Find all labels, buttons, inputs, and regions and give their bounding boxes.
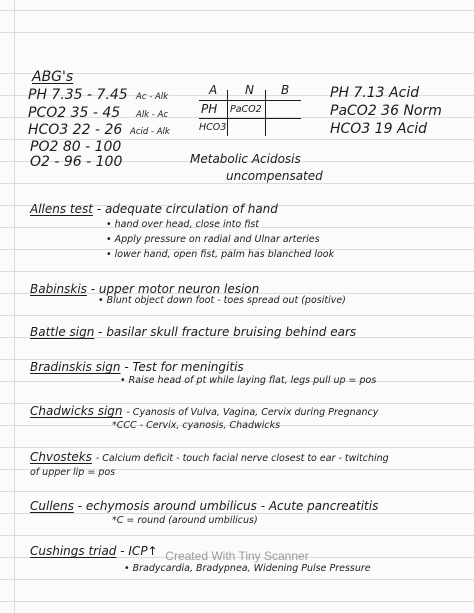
note-heading-term: Cushings triad <box>30 544 117 558</box>
note-heading-term: Chvosteks <box>30 450 92 464</box>
note-heading <box>30 500 378 512</box>
note-heading <box>30 361 244 373</box>
abg-po2-range: PO2 80 - 100 <box>30 139 122 155</box>
abg-hco3-range: HCO3 22 - 26 <box>28 122 123 138</box>
abg-ph-range: PH 7.35 - 7.45 <box>28 87 128 103</box>
grid-col-b: B <box>281 83 290 97</box>
note-heading-term: Bradinskis sign <box>30 360 121 374</box>
note-bullet: • Raise head of pt while laying flat, legs pull up = pos <box>120 375 377 386</box>
note-heading-term: Chadwicks sign <box>30 404 123 418</box>
note-bullet: • lower hand, open fist, palm has blanched look <box>106 249 335 260</box>
note-heading-term: Cullens <box>30 499 74 513</box>
grid-row-hco3: HCO3 <box>199 122 227 133</box>
abgs-title: ABG's <box>32 69 74 85</box>
abg-pco2-note: Alk - Ac <box>136 110 169 120</box>
note-bullet: • Blunt object down foot - toes spread out (positive) <box>98 295 346 306</box>
note-heading <box>30 405 378 418</box>
note-text: - Test for meningitis <box>124 360 244 374</box>
note-bullet: • Bradycardia, Bradypnea, Widening Pulse Pressure <box>124 563 371 574</box>
note-heading-term: Allens test <box>30 202 93 216</box>
abg-pco2-range: PCO2 35 - 45 <box>28 105 121 121</box>
grid-divider <box>265 90 266 136</box>
note-text: - Cyanosis of Vulva, Vagina, Cervix during Pregnancy <box>126 407 379 418</box>
note-heading-term: Babinskis <box>30 282 87 296</box>
grid-cell-paco2: PaCO2 <box>230 104 262 115</box>
grid-divider <box>199 100 301 101</box>
abg-ph-note: Ac - Alk <box>136 92 169 102</box>
note-text: - echymosis around umbilicus - Acute pancreatitis <box>77 499 379 513</box>
grid-divider <box>227 90 228 136</box>
note-bullet: *CCC - Cervix, cyanosis, Chadwicks <box>112 420 281 431</box>
grid-col-n: N <box>245 83 254 97</box>
note-bullet: • hand over head, close into fist <box>106 219 260 230</box>
grid-row-ph: PH <box>201 102 218 116</box>
note-heading <box>30 203 278 215</box>
note-heading-term: Battle sign <box>30 325 95 339</box>
abg-hco3-note: Acid - Alk <box>130 127 170 137</box>
abg-o2-range: O2 - 96 - 100 <box>30 154 123 170</box>
note-text: - upper motor neuron lesion <box>90 282 260 296</box>
abg-grid <box>195 84 305 138</box>
note-heading <box>30 326 356 338</box>
example-paco2: PaCO2 36 Norm <box>330 103 442 119</box>
grid-divider <box>199 118 301 119</box>
note-heading <box>30 283 259 295</box>
note-text: - Calcium deficit - touch facial nerve closest to ear - twitching <box>95 453 389 464</box>
note-text: - ICP↑ <box>120 544 158 558</box>
grid-col-a: A <box>209 83 218 97</box>
scanner-watermark: Created With Tiny Scanner <box>165 549 309 563</box>
note-text: - basilar skull fracture bruising behind ears <box>98 325 357 339</box>
example-result-line2: uncompensated <box>226 169 323 183</box>
note-bullet: • Apply pressure on radial and Ulnar arteries <box>106 234 320 245</box>
example-result-line1: Metabolic Acidosis <box>190 152 301 166</box>
note-text: - adequate circulation of hand <box>96 202 278 216</box>
example-hco3: HCO3 19 Acid <box>330 121 427 137</box>
example-ph: PH 7.13 Acid <box>330 85 420 101</box>
note-continuation: of upper lip = pos <box>30 467 116 478</box>
note-heading <box>30 451 389 464</box>
note-bullet: *C = round (around umbilicus) <box>112 515 258 526</box>
